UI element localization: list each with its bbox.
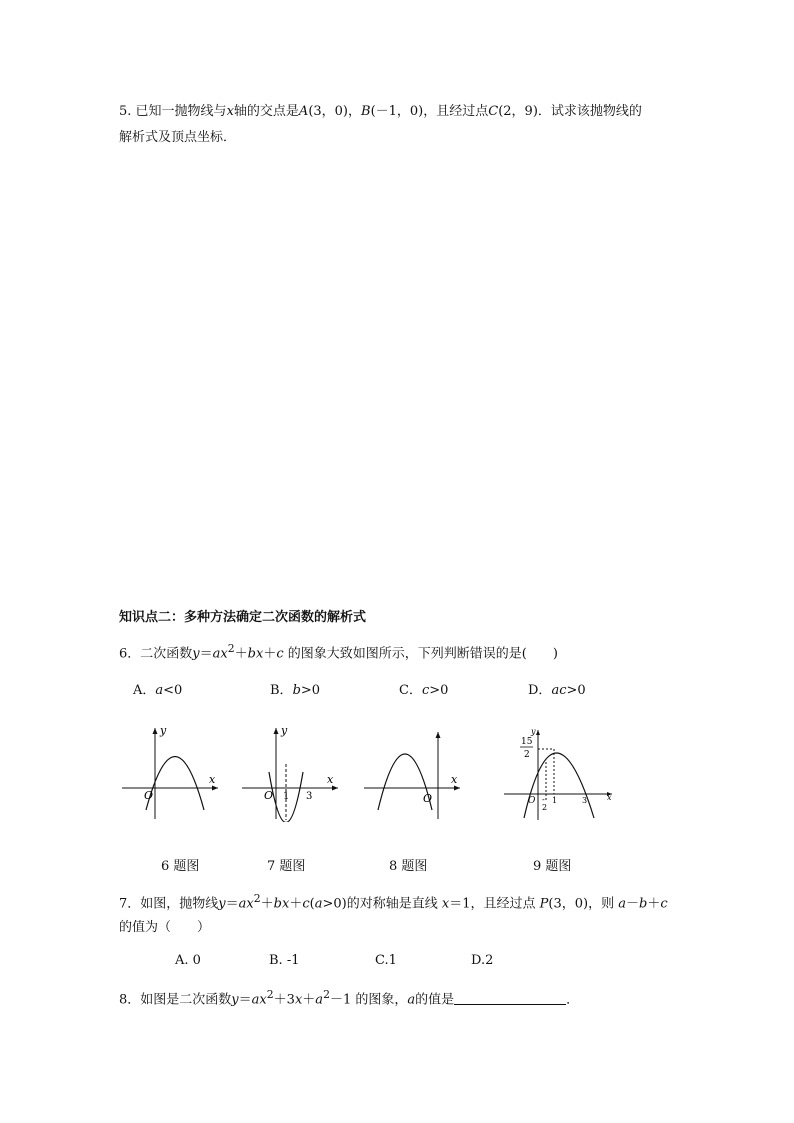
q6-plus-c: ＋ — [263, 646, 277, 662]
q7-option-a: A. 0 — [175, 953, 201, 968]
q7-plus-1: ＋ — [260, 896, 274, 912]
tick-label-3: 3 — [306, 791, 313, 802]
q8-sup: 2 — [266, 988, 274, 1001]
answer-blank[interactable] — [454, 992, 566, 1005]
fraction-numerator: 15 — [521, 737, 533, 747]
q6-sup: 2 — [227, 642, 235, 655]
option-label: A． — [133, 683, 156, 698]
q8-sup2: 2 — [323, 988, 330, 1001]
q5-point-b: B — [361, 104, 371, 119]
q8-tail: －1 的图象， — [329, 992, 408, 1008]
option-var: a — [155, 683, 164, 698]
q8-mid: ＋3 — [273, 992, 295, 1008]
q8-plus: ＋ — [302, 992, 316, 1008]
origin-label: O — [423, 792, 433, 805]
q7-option-b: B. -1 — [269, 953, 300, 968]
figure-9 — [500, 722, 614, 822]
option-label: B． — [270, 683, 293, 698]
q5-c-coords: (2，9)．试求该抛物线的 — [498, 104, 642, 119]
option-rest: <0 — [163, 683, 183, 698]
q7-line1 — [119, 892, 668, 911]
q5-text-2: 轴的交点是 — [233, 104, 299, 119]
q8-a2: a — [315, 992, 324, 1008]
y-axis-arrow — [436, 732, 441, 738]
q5-a-coords: (3，0)， — [308, 104, 361, 119]
q6-x2: x — [220, 646, 228, 662]
figure-7 — [238, 722, 342, 822]
q6-option-a — [133, 679, 182, 698]
q6-tail: 的图象大致如图所示，下列判断错误的是( ) — [287, 646, 558, 662]
fraction-denominator: 2 — [524, 750, 530, 760]
q6-y: y — [192, 646, 200, 662]
figure-6 — [118, 722, 222, 822]
q6-plus-b: ＋ — [234, 646, 248, 662]
q7-eq: ＝ — [225, 896, 239, 912]
q7-text-1: 7．如图，抛物线 — [119, 896, 219, 912]
q6-option-c — [399, 679, 448, 698]
x-label: x — [607, 793, 612, 802]
option-rest: >0 — [429, 683, 449, 698]
figure-8 — [360, 722, 466, 822]
q5-b-coords: (－1，0)，且经过点 — [370, 104, 489, 119]
q8-a3: a — [407, 992, 416, 1008]
y-axis-arrow — [536, 730, 540, 735]
q7-plus: ＋ — [647, 896, 661, 912]
q6-stem — [119, 642, 558, 661]
q8-x2: x — [259, 992, 267, 1008]
q8-eq: ＝ — [238, 992, 252, 1008]
q5-point-a: A — [298, 104, 309, 119]
tick-label-3: 3 — [582, 796, 588, 805]
option-label: D． — [528, 683, 552, 698]
y-label: y — [531, 727, 536, 736]
q7-plus-2: ＋ — [289, 896, 303, 912]
caption-fig-6: 6 题图 — [161, 859, 200, 874]
q7-text-3: (3，0)，则 — [548, 896, 615, 912]
caption-fig-8: 8 题图 — [389, 859, 428, 874]
x-axis-arrow — [454, 786, 460, 791]
neg-half-sign: - — [542, 795, 545, 804]
option-rest: >0 — [566, 683, 586, 698]
x-label: x — [327, 773, 334, 786]
q6-b: b — [247, 646, 256, 662]
tick-label-1: 1 — [283, 791, 290, 802]
q5-text-1: 已知一抛物线与 — [135, 104, 227, 119]
x-label: x — [209, 773, 216, 786]
q7-b: b — [273, 896, 282, 912]
tick-label-1: 1 — [552, 796, 558, 805]
q5-line2: 解析式及顶点坐标． — [119, 130, 237, 145]
q7-cond-a: a — [314, 896, 323, 912]
q7-expr-b: b — [639, 896, 648, 912]
q6-option-d — [528, 679, 586, 698]
q5-number: 5. — [119, 104, 132, 119]
q7-cond-open: ( — [309, 896, 315, 912]
q6-x: x — [256, 646, 264, 662]
neg-half-den: 2 — [542, 803, 548, 812]
q5-line1 — [119, 100, 642, 119]
option-var: b — [292, 683, 301, 698]
q6-a: a — [212, 646, 221, 662]
origin-label: O — [528, 796, 536, 806]
q7-option-c: C.1 — [375, 953, 397, 968]
option-label: C． — [399, 683, 422, 698]
q7-x-eq: x — [441, 896, 450, 912]
q7-line2: 的值为（ ） — [119, 920, 211, 935]
y-axis-arrow — [274, 728, 279, 734]
option-rest: >0 — [300, 683, 321, 698]
origin-label: O — [264, 789, 274, 802]
q8-line1 — [119, 988, 579, 1007]
option-var: ac — [551, 683, 567, 698]
q7-minus: － — [625, 896, 639, 912]
y-label: y — [281, 724, 288, 737]
q7-point-p: P — [539, 896, 549, 912]
q6-option-b — [270, 679, 320, 698]
q8-y: y — [231, 992, 239, 1008]
y-axis-arrow — [153, 728, 158, 734]
section-heading: 知识点二：多种方法确定二次函数的解析式 — [119, 610, 367, 625]
q7-x2: x — [246, 896, 254, 912]
q8-text-2: 的值是 — [415, 992, 455, 1008]
q7-option-d: D.2 — [471, 953, 494, 968]
q5-var-x: x — [226, 104, 234, 119]
q8-text-1: 8．如图是二次函数 — [119, 992, 232, 1008]
caption-fig-9: 9 题图 — [533, 859, 572, 874]
q7-x: x — [282, 896, 290, 912]
y-label: y — [160, 724, 167, 737]
q6-c: c — [276, 646, 284, 662]
q8-end: ． — [566, 992, 580, 1008]
caption-fig-7: 7 题图 — [267, 859, 306, 874]
q7-c: c — [302, 896, 310, 912]
origin-label: O — [144, 789, 154, 802]
q8-a: a — [251, 992, 260, 1008]
x-axis-arrow — [332, 786, 338, 791]
q8-x: x — [294, 992, 303, 1008]
q7-expr-c: c — [660, 896, 668, 912]
q7-text-2: ＝1，且经过点 — [449, 896, 536, 912]
x-label: x — [451, 773, 458, 786]
option-var: c — [421, 683, 430, 698]
q7-y: y — [218, 896, 226, 912]
x-axis-arrow — [212, 786, 218, 791]
parabola — [524, 753, 594, 818]
q6-eq: ＝ — [199, 646, 213, 662]
q6-number: 6．二次函数 — [119, 646, 193, 662]
q7-cond-close: >0)的对称轴是直线 — [322, 896, 438, 912]
q5-point-c: C — [488, 104, 499, 119]
q7-sup: 2 — [253, 892, 261, 905]
q7-a: a — [238, 896, 247, 912]
q7-expr-a: a — [618, 896, 626, 912]
